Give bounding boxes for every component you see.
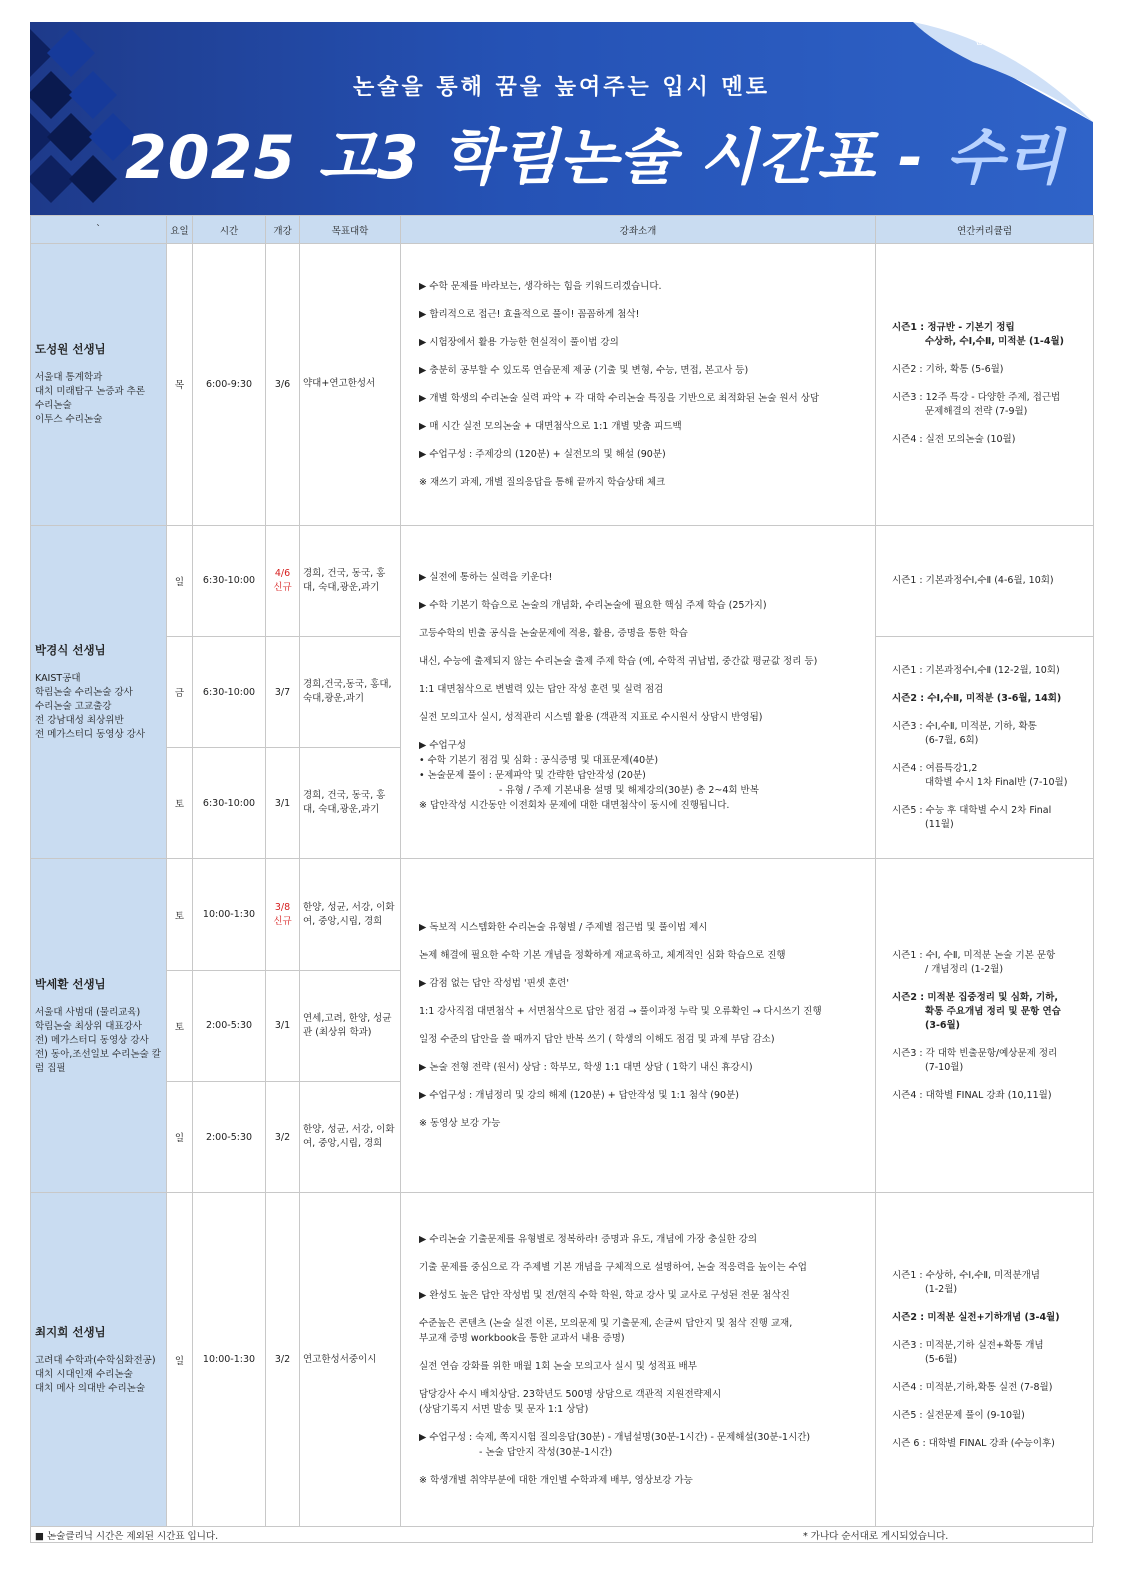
decor-diamond bbox=[47, 113, 95, 161]
season-label: 시즌4 : 여름특강1,2 bbox=[892, 762, 978, 774]
header-time: 시간 bbox=[193, 216, 266, 244]
intro-cell bbox=[401, 859, 876, 1193]
season-label: 시즌2 : 수Ⅰ,수Ⅱ, 미적분 (3-6월, 14회) bbox=[892, 692, 1062, 704]
intro-line: 수준높은 콘텐츠 (논술 실전 이론, 모의문제 및 기출문제, 손글씨 답안지 및 첨삭 진행 교재, bbox=[419, 1317, 793, 1329]
open-cell bbox=[266, 1193, 300, 1527]
intro-line: 내신, 수능에 출제되지 않는 수리논술 출제 주제 학습 (예, 수학적 귀납법, 중간값 평균값 정리 등) bbox=[419, 655, 818, 667]
desc-line: 대치 메사 의대반 수리논술 bbox=[35, 1382, 146, 1394]
curriculum-season bbox=[892, 762, 1090, 790]
time-cell: 2:00-5:30 bbox=[193, 970, 266, 1081]
season-label: 시즌5 : 수능 후 대학별 수시 2차 Final bbox=[892, 804, 1052, 816]
new-badge: 신규 bbox=[273, 916, 292, 928]
table-row bbox=[31, 525, 1094, 636]
table-row bbox=[31, 244, 1094, 526]
intro-line: ▶ 개별 학생의 수리논술 실력 파악 + 각 대학 수리논술 특징을 기반으로 최적화된 논술 원서 상담 bbox=[419, 392, 820, 404]
season-label: 시즌1 : 수Ⅰ, 수Ⅱ, 미적분 논술 기본 문항 bbox=[892, 949, 1056, 961]
banner-subtitle: 논술을 통해 꿈을 높여주는 입시 멘토 bbox=[352, 75, 771, 100]
day-cell: 일 bbox=[167, 1081, 193, 1192]
intro-line: - 논술 답안지 작성(30분-1시간) bbox=[479, 1446, 613, 1458]
open-date: 3/6 bbox=[274, 378, 291, 390]
intro-cell bbox=[401, 1193, 876, 1527]
open-date: 3/7 bbox=[274, 686, 291, 698]
desc-line: 서울대 통계학과 bbox=[35, 372, 103, 384]
title-highlight: 수리 bbox=[945, 123, 1064, 193]
intro-line: ▶ 수업구성 : 주제강의 (120분) + 실전모의 및 해설 (90분) bbox=[419, 448, 666, 460]
season-label: 시즌1 : 기본과정수Ⅰ,수Ⅱ (12-2월, 10회) bbox=[892, 664, 1060, 676]
univ-cell: 연세,고려, 한양, 성균관 (최상위 학과) bbox=[300, 970, 401, 1081]
intro-line: ▶ 합리적으로 접근! 효율적으로 풀이! 꼼꼼하게 첨삭! bbox=[419, 308, 640, 320]
season-label: 시즌4 : 미적분,기하,확통 실전 (7-8월) bbox=[892, 1381, 1053, 1393]
desc-line: 대치 미래탐구 논증과 추론 bbox=[35, 386, 146, 398]
time-cell: 10:00-1:30 bbox=[193, 1193, 266, 1527]
intro-line: ※ 학생개별 취약부분에 대한 개인별 수학과제 배부, 영상보강 가능 bbox=[419, 1474, 693, 1486]
footer-note-left: ■ 논술클리닉 시간은 제외된 시간표 입니다. bbox=[35, 1531, 219, 1542]
intro-line: ▶ 독보적 시스템화한 수리논술 유형별 / 주제별 접근법 및 풀이법 제시 bbox=[419, 922, 708, 934]
footer-note-right: * 가나다 순서대로 게시되었습니다. bbox=[803, 1531, 949, 1542]
phone-number: 전화문의 02-933-4747 bbox=[986, 26, 1083, 36]
season-label: 시즌4 : 실전 모의논술 (10월) bbox=[892, 434, 1016, 446]
header-open: 개강 bbox=[266, 216, 300, 244]
intro-line: 고등수학의 빈출 공식을 논술문제에 적용, 활용, 증명을 통한 학습 bbox=[419, 627, 688, 639]
open-cell bbox=[266, 525, 300, 636]
header-banner bbox=[30, 22, 1093, 215]
teacher-name: 박경식 선생님 bbox=[35, 643, 106, 658]
table-row bbox=[31, 859, 1094, 970]
intro-line: ▶ 논술 전형 전략 (원서) 상담 : 학부모, 학생 1:1 대면 상담 ( 1학기 내신 휴강시) bbox=[419, 1062, 753, 1074]
season-detail: (7-10월) bbox=[925, 1061, 964, 1073]
table-row bbox=[31, 1193, 1094, 1527]
univ-cell: 한양, 성균, 서강, 이화여, 중앙,시립, 경희 bbox=[300, 859, 401, 970]
day-cell: 일 bbox=[167, 525, 193, 636]
open-cell bbox=[266, 244, 300, 526]
intro-line: ▶ 수업구성 bbox=[419, 739, 467, 751]
time-cell: 6:30-10:00 bbox=[193, 636, 266, 747]
time-cell: 10:00-1:30 bbox=[193, 859, 266, 970]
season-detail: 확통 주요개념 정리 및 문항 연습 bbox=[925, 1005, 1061, 1017]
season-detail: (5-6월) bbox=[925, 1353, 958, 1365]
open-date: 3/1 bbox=[274, 797, 291, 809]
intro-line: 담당강사 수시 배치상담. 23학년도 500명 상담으로 객관적 지원전략제시 bbox=[419, 1388, 722, 1400]
header-day: 요일 bbox=[167, 216, 193, 244]
time-cell: 6:30-10:00 bbox=[193, 748, 266, 859]
desc-line: 고려대 수학과(수학심화전공) bbox=[35, 1354, 156, 1366]
univ-cell: 경희,건국,동국, 홍대,숙대,광운,과기 bbox=[300, 636, 401, 747]
intro-line: ▶ 수업구성 : 숙제, 쪽지시험 질의응답(30분) - 개념설명(30분-1시간) - 문제해설(30분-1시간) bbox=[419, 1431, 811, 1443]
curriculum-cell bbox=[876, 1193, 1094, 1527]
intro-line: • 수학 기본기 점검 및 심화 : 공식증명 및 대표문제(40분) bbox=[419, 754, 659, 766]
intro-line: ※ 재쓰기 과제, 개별 질의응답을 통해 끝까지 학습상태 체크 bbox=[419, 476, 666, 488]
curriculum-cell bbox=[876, 244, 1094, 526]
season-detail: (6-7월, 6회) bbox=[925, 734, 979, 746]
title-main: 2025 고3 학림논술 시간표 - bbox=[125, 123, 946, 193]
season-label: 시즌5 : 실전문제 풀이 (9-10월) bbox=[892, 1409, 1025, 1421]
sms-number: 문자문의 010-4374-5747 bbox=[975, 37, 1083, 47]
curriculum-season bbox=[892, 692, 1090, 706]
contact-info bbox=[975, 26, 1083, 48]
desc-line: 전 메가스터디 동영상 강사 bbox=[35, 729, 146, 741]
header-curriculum: 연간커리큘럼 bbox=[876, 216, 1094, 244]
intro-line: (상담기록지 서면 발송 및 문자 1:1 상담) bbox=[419, 1403, 589, 1415]
decor-diamond bbox=[69, 155, 117, 203]
season-label: 시즌3 : 수Ⅰ,수Ⅱ, 미적분, 기하, 확통 bbox=[892, 720, 1037, 732]
open-date: 4/6 bbox=[274, 568, 291, 580]
season-label: 시즌 6 : 대학별 FINAL 강좌 (수능이후) bbox=[892, 1437, 1055, 1449]
day-cell: 일 bbox=[167, 1193, 193, 1527]
teacher-name: 도성원 선생님 bbox=[35, 342, 106, 357]
day-cell: 토 bbox=[167, 748, 193, 859]
curriculum-season bbox=[892, 949, 1090, 977]
teacher-desc bbox=[35, 1354, 163, 1396]
time-cell: 6:00-9:30 bbox=[193, 244, 266, 526]
open-cell bbox=[266, 636, 300, 747]
intro-line: ▶ 매 시간 실전 모의논술 + 대면첨삭으로 1:1 개별 맞춤 피드백 bbox=[419, 420, 682, 432]
season-detail: / 개념정리 (1-2월) bbox=[925, 963, 1004, 975]
teacher-desc bbox=[35, 672, 163, 742]
univ-cell: 약대+연고한성서 bbox=[300, 244, 401, 526]
curriculum-season bbox=[892, 1269, 1090, 1297]
curriculum-season bbox=[892, 1437, 1090, 1451]
desc-line: KAIST공대 bbox=[35, 673, 81, 685]
curriculum-season bbox=[892, 1089, 1090, 1103]
teacher-cell bbox=[31, 1193, 167, 1527]
footer-notes bbox=[30, 1527, 1093, 1543]
intro-cell bbox=[401, 525, 876, 859]
intro-cell bbox=[401, 244, 876, 526]
season-label: 시즌2 : 기하, 확통 (5-6월) bbox=[892, 364, 1004, 376]
intro-line: • 논술문제 풀이 : 문제파악 및 간략한 답안작성 (20분) bbox=[419, 769, 646, 781]
season-detail: 문제해결의 전략 (7-9월) bbox=[925, 406, 1028, 418]
intro-line: ※ 동영상 보강 가능 bbox=[419, 1118, 501, 1130]
teacher-cell bbox=[31, 525, 167, 859]
curriculum-cell bbox=[876, 859, 1094, 1193]
season-detail: (3-6월) bbox=[925, 1019, 961, 1031]
open-cell bbox=[266, 859, 300, 970]
season-label: 시즌3 : 미적분,기하 실전+확통 개념 bbox=[892, 1339, 1044, 1351]
intro-line: 일정 수준의 답안을 쓸 때까지 답안 반복 쓰기 ( 학생의 이해도 점검 및 과제 부담 감소) bbox=[419, 1034, 775, 1046]
season-detail: (1-2월) bbox=[925, 1283, 958, 1295]
open-date: 3/1 bbox=[274, 1020, 291, 1032]
header-teacher: ` bbox=[31, 216, 167, 244]
season-label: 시즌1 : 수상하, 수Ⅰ,수Ⅱ, 미적분개념 bbox=[892, 1269, 1040, 1281]
open-date: 3/2 bbox=[274, 1354, 291, 1366]
open-date: 3/2 bbox=[274, 1131, 291, 1143]
intro-line: 논제 해결에 필요한 수학 기본 개념을 정확하게 재교육하고, 체계적인 심화 학습으로 진행 bbox=[419, 950, 786, 962]
intro-line: - 유형 / 주제 기본내용 설명 및 해제강의(30분) 총 2~4회 반복 bbox=[499, 784, 759, 796]
season-detail: 수상하, 수Ⅰ,수Ⅱ, 미적분 (1-4월) bbox=[925, 336, 1064, 348]
intro-line: ※ 답안작성 시간동안 이전회차 문제에 대한 대면첨삭이 동시에 진행됩니다. bbox=[419, 799, 730, 811]
curriculum-season bbox=[892, 363, 1090, 377]
intro-line: ▶ 시험장에서 활용 가능한 현실적이 풀이법 강의 bbox=[419, 336, 619, 348]
teacher-cell bbox=[31, 244, 167, 526]
curriculum-season bbox=[892, 391, 1090, 419]
open-cell bbox=[266, 1081, 300, 1192]
intro-line: 1:1 강사직접 대면첨삭 + 서면첨삭으로 답안 점검 → 풀이과정 누락 및 오류확인 → 다시쓰기 진행 bbox=[419, 1006, 822, 1018]
curriculum-season bbox=[892, 1409, 1090, 1423]
desc-line: 전 강남대성 최상위반 bbox=[35, 715, 124, 727]
intro-line: ▶ 실전에 통하는 실력을 키운다! bbox=[419, 571, 553, 583]
teacher-cell bbox=[31, 859, 167, 1193]
day-cell: 토 bbox=[167, 859, 193, 970]
intro-line: 실전 연습 강화를 위한 매월 1회 논술 모의고사 실시 및 성적표 배부 bbox=[419, 1360, 697, 1372]
desc-line: 대치 시대인재 수리논술 bbox=[35, 1368, 133, 1380]
teacher-desc bbox=[35, 371, 163, 427]
desc-line: 수리논술 bbox=[35, 400, 72, 412]
intro-line: 부교재 증명 workbook을 통한 교과서 내용 증명) bbox=[419, 1332, 625, 1344]
desc-line: 학림논술 최상위 대표강사 bbox=[35, 1020, 142, 1032]
curriculum-season bbox=[892, 991, 1090, 1033]
curriculum-season bbox=[892, 720, 1090, 748]
intro-line: ▶ 수업구성 : 개념정리 및 강의 해제 (120분) + 답안작성 및 1:1 첨삭 (90분) bbox=[419, 1090, 739, 1102]
univ-cell: 경희, 건국, 동국, 홍대, 숙대,광운,과기 bbox=[300, 748, 401, 859]
curriculum-season bbox=[892, 664, 1090, 678]
univ-cell: 연고한성서중이시 bbox=[300, 1193, 401, 1527]
season-label: 시즌3 : 각 대학 빈출문항/예상문제 정리 bbox=[892, 1047, 1058, 1059]
open-date: 3/8 bbox=[274, 902, 291, 914]
intro-line: ▶ 충분히 공부할 수 있도록 연습문제 제공 (기출 및 변형, 수능, 면접, 본고사 등) bbox=[419, 364, 749, 376]
page-title bbox=[125, 110, 1064, 196]
header-intro: 강좌소개 bbox=[401, 216, 876, 244]
desc-line: 학림논술 수리논술 강사 bbox=[35, 687, 133, 699]
season-label: 시즌4 : 대학별 FINAL 강좌 (10,11월) bbox=[892, 1089, 1052, 1101]
curriculum-season bbox=[892, 1047, 1090, 1075]
teacher-name: 최지희 선생님 bbox=[35, 1324, 106, 1339]
curriculum-season bbox=[892, 1311, 1090, 1325]
curriculum-season bbox=[892, 433, 1090, 447]
curriculum-cell bbox=[876, 525, 1094, 636]
time-cell: 6:30-10:00 bbox=[193, 525, 266, 636]
teacher-desc bbox=[35, 1006, 163, 1076]
intro-line: 기출 문제를 중심으로 각 주제별 기본 개념을 구체적으로 설명하여, 논술 적응력을 높이는 수업 bbox=[419, 1261, 807, 1273]
season-label: 시즌3 : 12주 특강 - 다양한 주제, 접근법 bbox=[892, 392, 1061, 404]
curriculum-season bbox=[892, 321, 1090, 349]
new-badge: 신규 bbox=[273, 582, 292, 594]
intro-line: 실전 모의고사 실시, 성적관리 시스템 활용 (객관적 지표로 수시원서 상담시 반영됨) bbox=[419, 711, 763, 723]
desc-line: 수리논술 고교출강 bbox=[35, 701, 112, 713]
desc-line: 이투스 수리논술 bbox=[35, 414, 103, 426]
intro-line: ▶ 수학 문제를 바라보는, 생각하는 힘을 키워드리겠습니다. bbox=[419, 280, 662, 292]
season-label: 시즌2 : 미적분 실전+기하개념 (3-4월) bbox=[892, 1311, 1060, 1323]
season-detail: 대학별 수시 1차 Final반 (7-10월) bbox=[925, 776, 1068, 788]
intro-line: ▶ 완성도 높은 답안 작성법 및 전/현직 수학 학원, 학교 강사 및 교사로 구성된 전문 첨삭진 bbox=[419, 1289, 790, 1301]
open-cell bbox=[266, 748, 300, 859]
open-cell bbox=[266, 970, 300, 1081]
teacher-name: 박세환 선생님 bbox=[35, 976, 106, 991]
curriculum-cell bbox=[876, 636, 1094, 859]
season-label: 시즌1 : 정규반 - 기본기 정립 bbox=[892, 322, 1015, 334]
curriculum-season bbox=[892, 574, 1090, 588]
intro-line: ▶ 수학 기본기 학습으로 논술의 개념화, 수리논술에 필요한 핵심 주제 학습 (25가지) bbox=[419, 599, 767, 611]
univ-cell: 경희, 건국, 동국, 홍대, 숙대,광운,과기 bbox=[300, 525, 401, 636]
season-label: 시즌1 : 기본과정수Ⅰ,수Ⅱ (4-6월, 10회) bbox=[892, 574, 1054, 586]
time-cell: 2:00-5:30 bbox=[193, 1081, 266, 1192]
season-detail: (11월) bbox=[925, 818, 954, 830]
curriculum-season bbox=[892, 1381, 1090, 1395]
desc-line: 서울대 사범대 (물리교육) bbox=[35, 1006, 141, 1018]
season-label: 시즌2 : 미적분 집중정리 및 심화, 기하, bbox=[892, 991, 1058, 1003]
schedule-table bbox=[30, 215, 1094, 1527]
table-header-row bbox=[31, 216, 1094, 244]
intro-line: ▶ 감점 없는 답안 작성법 '핀셋 훈련' bbox=[419, 978, 569, 990]
univ-cell: 한양, 성균, 서강, 이화여, 중앙,시립, 경희 bbox=[300, 1081, 401, 1192]
desc-line: 전) 동아,조선일보 수리논술 칼럼 집필 bbox=[35, 1048, 161, 1074]
day-cell: 금 bbox=[167, 636, 193, 747]
curriculum-season bbox=[892, 1339, 1090, 1367]
intro-line: 1:1 대면첨삭으로 변별력 있는 답안 작성 훈련 및 실력 점검 bbox=[419, 683, 664, 695]
day-cell: 토 bbox=[167, 970, 193, 1081]
header-target-univ: 목표대학 bbox=[300, 216, 401, 244]
curriculum-season bbox=[892, 804, 1090, 832]
desc-line: 전) 메가스터디 동영상 강사 bbox=[35, 1034, 149, 1046]
intro-line: ▶ 수리논술 기출문제를 유형별로 정복하라! 증명과 유도, 개념에 가장 충실한 강의 bbox=[419, 1233, 757, 1245]
day-cell: 목 bbox=[167, 244, 193, 526]
